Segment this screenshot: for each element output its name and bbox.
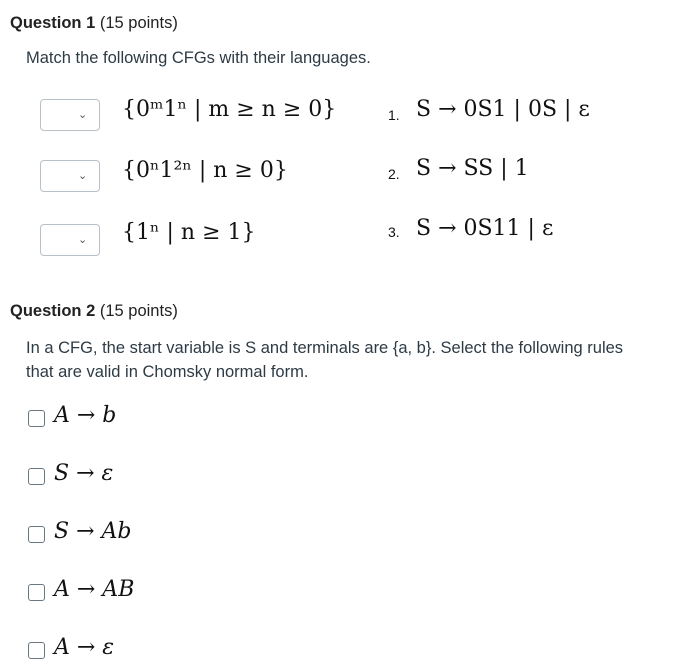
choice-1-label: A → b: [54, 403, 117, 428]
option-3-number: 3.: [388, 224, 400, 240]
chevron-down-icon: ⌄: [78, 109, 88, 121]
language-3-text: {1ⁿ | n ≥ 1}: [122, 220, 256, 245]
option-2-number: 2.: [388, 166, 400, 182]
option-1-rule: S → 0S1 | 0S | ε: [416, 97, 590, 122]
chevron-down-icon: ⌄: [78, 234, 88, 246]
question-2-prompt-line-1: In a CFG, the start variable is S and terminals are {a, b}. Select the following rules: [26, 339, 624, 357]
match-select-3[interactable]: [40, 224, 100, 256]
question-2-points: (15 points): [99, 302, 178, 320]
match-select-1[interactable]: [40, 99, 100, 131]
checkbox-icon[interactable]: [28, 410, 45, 427]
checkbox-icon[interactable]: [28, 642, 45, 659]
option-1-number: 1.: [388, 107, 400, 123]
language-3: [122, 220, 256, 245]
checkbox-icon[interactable]: [28, 584, 45, 601]
language-1-text: {0ᵐ1ⁿ | m ≥ n ≥ 0}: [122, 97, 337, 122]
choice-2-label: S → ε: [54, 461, 114, 486]
match-select-2[interactable]: [40, 160, 100, 192]
chevron-down-icon: ⌄: [78, 170, 88, 182]
question-2-title: [10, 302, 178, 321]
checkbox-icon[interactable]: [28, 526, 45, 543]
question-1-points: (15 points): [99, 14, 178, 32]
option-2-rule: S → SS | 1: [416, 156, 529, 181]
choice-3-label: S → Ab: [54, 519, 132, 544]
question-2-prompt-line-2: that are valid in Chomsky normal form.: [26, 363, 309, 381]
checkbox-icon[interactable]: [28, 468, 45, 485]
question-2-heading: Question 2: [10, 302, 96, 320]
question-1-heading: Question 1: [10, 14, 96, 32]
option-3-rule: S → 0S11 | ε: [416, 216, 554, 241]
choice-4-label: A → AB: [54, 577, 135, 602]
question-1-prompt: Match the following CFGs with their languages.: [26, 49, 371, 67]
question-1-title: [10, 14, 178, 33]
language-2: [122, 158, 288, 183]
language-1: [122, 97, 336, 122]
choice-5-label: A → ε: [54, 635, 115, 660]
language-2-text: {0ⁿ1²ⁿ | n ≥ 0}: [122, 158, 288, 183]
